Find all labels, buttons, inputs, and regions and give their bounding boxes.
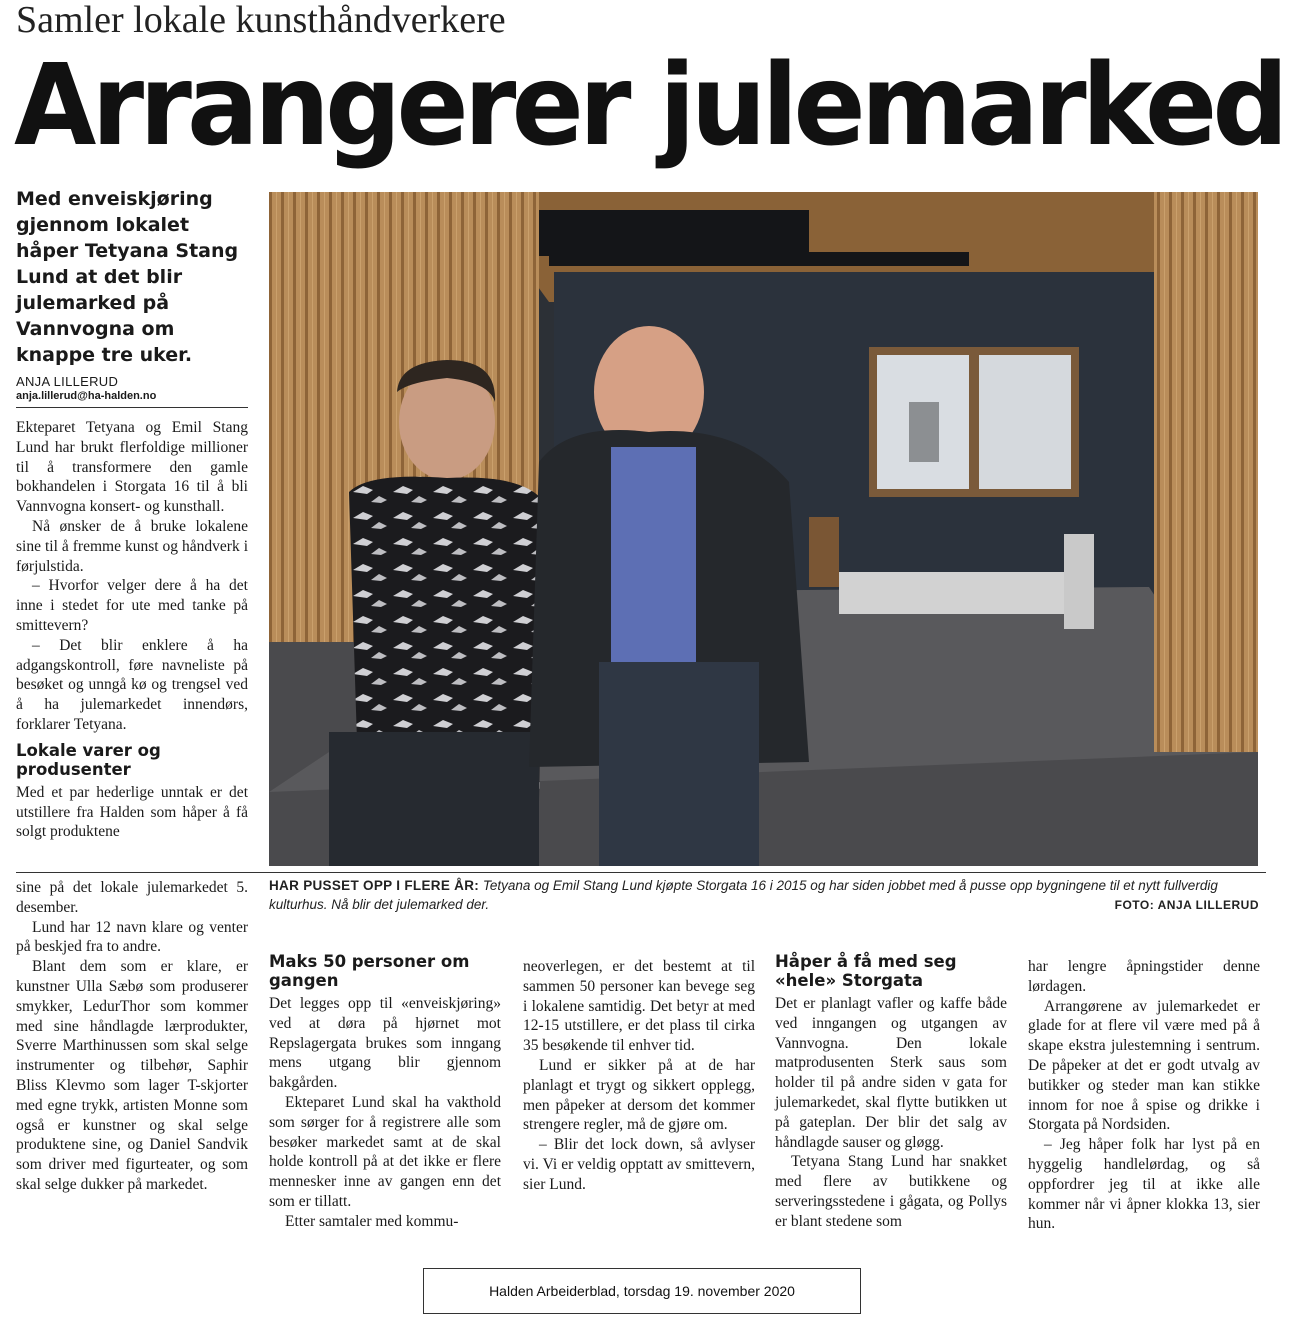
paragraph: Lund har 12 navn klare og venter på beskjed fra to andre.: [16, 918, 248, 956]
subheading: Lokale varer og produsenter: [16, 740, 161, 779]
subheading: Håper å få med seg «hele» Storgata: [775, 952, 957, 990]
byline: [16, 374, 248, 408]
column-2: [269, 952, 501, 1232]
paragraph: sine på det lokale julemarkedet 5. desember.: [16, 879, 248, 916]
column-4: [775, 952, 1007, 1232]
paragraph: Tetyana Stang Lund har snakket med flere av butikkene og serveringsstedene i gågata, og Pollys er blant stedene som: [775, 1153, 1007, 1230]
paragraph: Blant dem som er klare, er kunstner Ulla Sæbø som produserer smykker, LedurThor som kommer med sine håndlagde lærprodukter, Sverre Marthinussen som skal selge instrumenter og tilbehør, Saphir Bliss Klevmo som lager T-skjorter med egne trykk, artisten Monne som også er kunstner og skal selge produktene sine, og Daniel Sandvik som driver med figurteater, og som skal selge dukker på markedet.: [16, 958, 248, 1193]
byline-name: ANJA LILLERUD: [16, 374, 119, 389]
paragraph: Med et par hederlige unntak er det utstillere fra Halden som håper å få solgt produktene: [16, 783, 248, 841]
paragraph: har lengre åpningstider denne lørdagen.: [1028, 958, 1260, 995]
paragraph: – Blir det lock down, så avlyser vi. Vi er veldig opptatt av smittevern, sier Lund.: [523, 1136, 755, 1193]
subheading: Maks 50 personer om gangen: [269, 952, 470, 990]
article-headline: Arrangerer julemarked: [14, 41, 1284, 171]
paragraph: Det legges opp til «enveiskjøring» ved at døra på hjørnet mot Repslagergata brukes som inngang mens utgang blir gjennom bakgården.: [269, 995, 501, 1092]
paragraph: Ekteparet Tetyana og Emil Stang Lund har brukt flerfoldige millioner til å transformere den gamle bokhandelen i Storgata 16 til å bli Vannvogna konsert- og kunsthall.: [16, 419, 248, 516]
paragraph: – Hvorfor velger dere å ha det inne i stedet for ute med tanke på smittevern?: [16, 577, 248, 634]
photo-credit: FOTO: ANJA LILLERUD: [1114, 898, 1259, 912]
paragraph: Arrangørene av julemarkedet er glade for at flere vil være med på å skape ekstra julestemning i sentrum. De påpeker at det er godt utvalg av butikker og steder man kan stikke innom for noe å spise og drikke i Storgata på Nordsiden.: [1028, 997, 1260, 1134]
paragraph: – Det blir enklere å ha adgangskontroll, føre navneliste på besøket og unngå kø og trengsel ved å ha julemarkedet innendørs, forklarer Tetyana.: [16, 636, 248, 733]
divider: [16, 872, 1266, 873]
paragraph: Lund er sikker på at de har planlagt et trygt og sikkert opplegg, men påpeker at dersom det kommer strengere regler, må de gjøre om.: [523, 1056, 755, 1134]
photo-illustration: [269, 192, 1258, 866]
column-1-lower: [16, 878, 248, 1195]
caption-lead: HAR PUSSET OPP I FLERE ÅR:: [269, 878, 480, 893]
paragraph: Det er planlagt vafler og kaffe både ved inngangen og utgangen av Vannvogna. Den lokale matprodusenten Sterk saus som holder til på andre siden v gata for julemarkedet, skal flytte butikken ut på gateplan. Der blir det salg av håndlagde sauser og gløgg.: [775, 995, 1007, 1151]
column-3: [523, 957, 755, 1195]
paragraph: – Jeg håper folk har lyst på en hyggelig handlelørdag, og så oppfordrer jeg til at ikke alle kommer når vi åpner klokka 13, sier hun.: [1028, 1136, 1260, 1233]
source-label: Halden Arbeiderblad, torsdag 19. november 2020: [423, 1268, 861, 1314]
paragraph: neoverlegen, er det bestemt at til sammen 50 personer kan bevege seg i lokalene samtidig. Det betyr at med 12-15 utstillere, er det plass til cirka 35 besøkende til enhver tid.: [523, 958, 755, 1055]
caption-text: Tetyana og Emil Stang Lund kjøpte Storgata 16 i 2015 og har siden jobbet med å pusse opp bygningene til et nytt fullverdig kulturhus. Nå blir det julemarked der.: [269, 878, 1218, 912]
paragraph: Nå ønsker de å bruke lokalene sine til å fremme kunst og håndverk i førjulstida.: [16, 517, 248, 575]
column-5: [1028, 957, 1260, 1234]
article-ingress: Med enveiskjøring gjennom lokalet håper Tetyana Stang Lund at det blir julemarked på Vannvogna om knappe tre uker.: [16, 188, 239, 366]
paragraph: Ekteparet Lund skal ha vakthold som sørger for å registrere alle som besøker markedet samt at de skal holde kontroll på at det ikke er flere mennesker inne av gangen enn det som er tillatt.: [269, 1093, 501, 1210]
byline-email[interactable]: anja.lillerud@ha-halden.no: [16, 390, 157, 402]
article-kicker: Samler lokale kunsthåndverkere: [16, 0, 506, 41]
paragraph: Etter samtaler med kommu-: [285, 1212, 459, 1230]
article-photo: [269, 192, 1258, 866]
photo-caption: [269, 876, 1259, 914]
column-1-upper: [16, 418, 248, 842]
